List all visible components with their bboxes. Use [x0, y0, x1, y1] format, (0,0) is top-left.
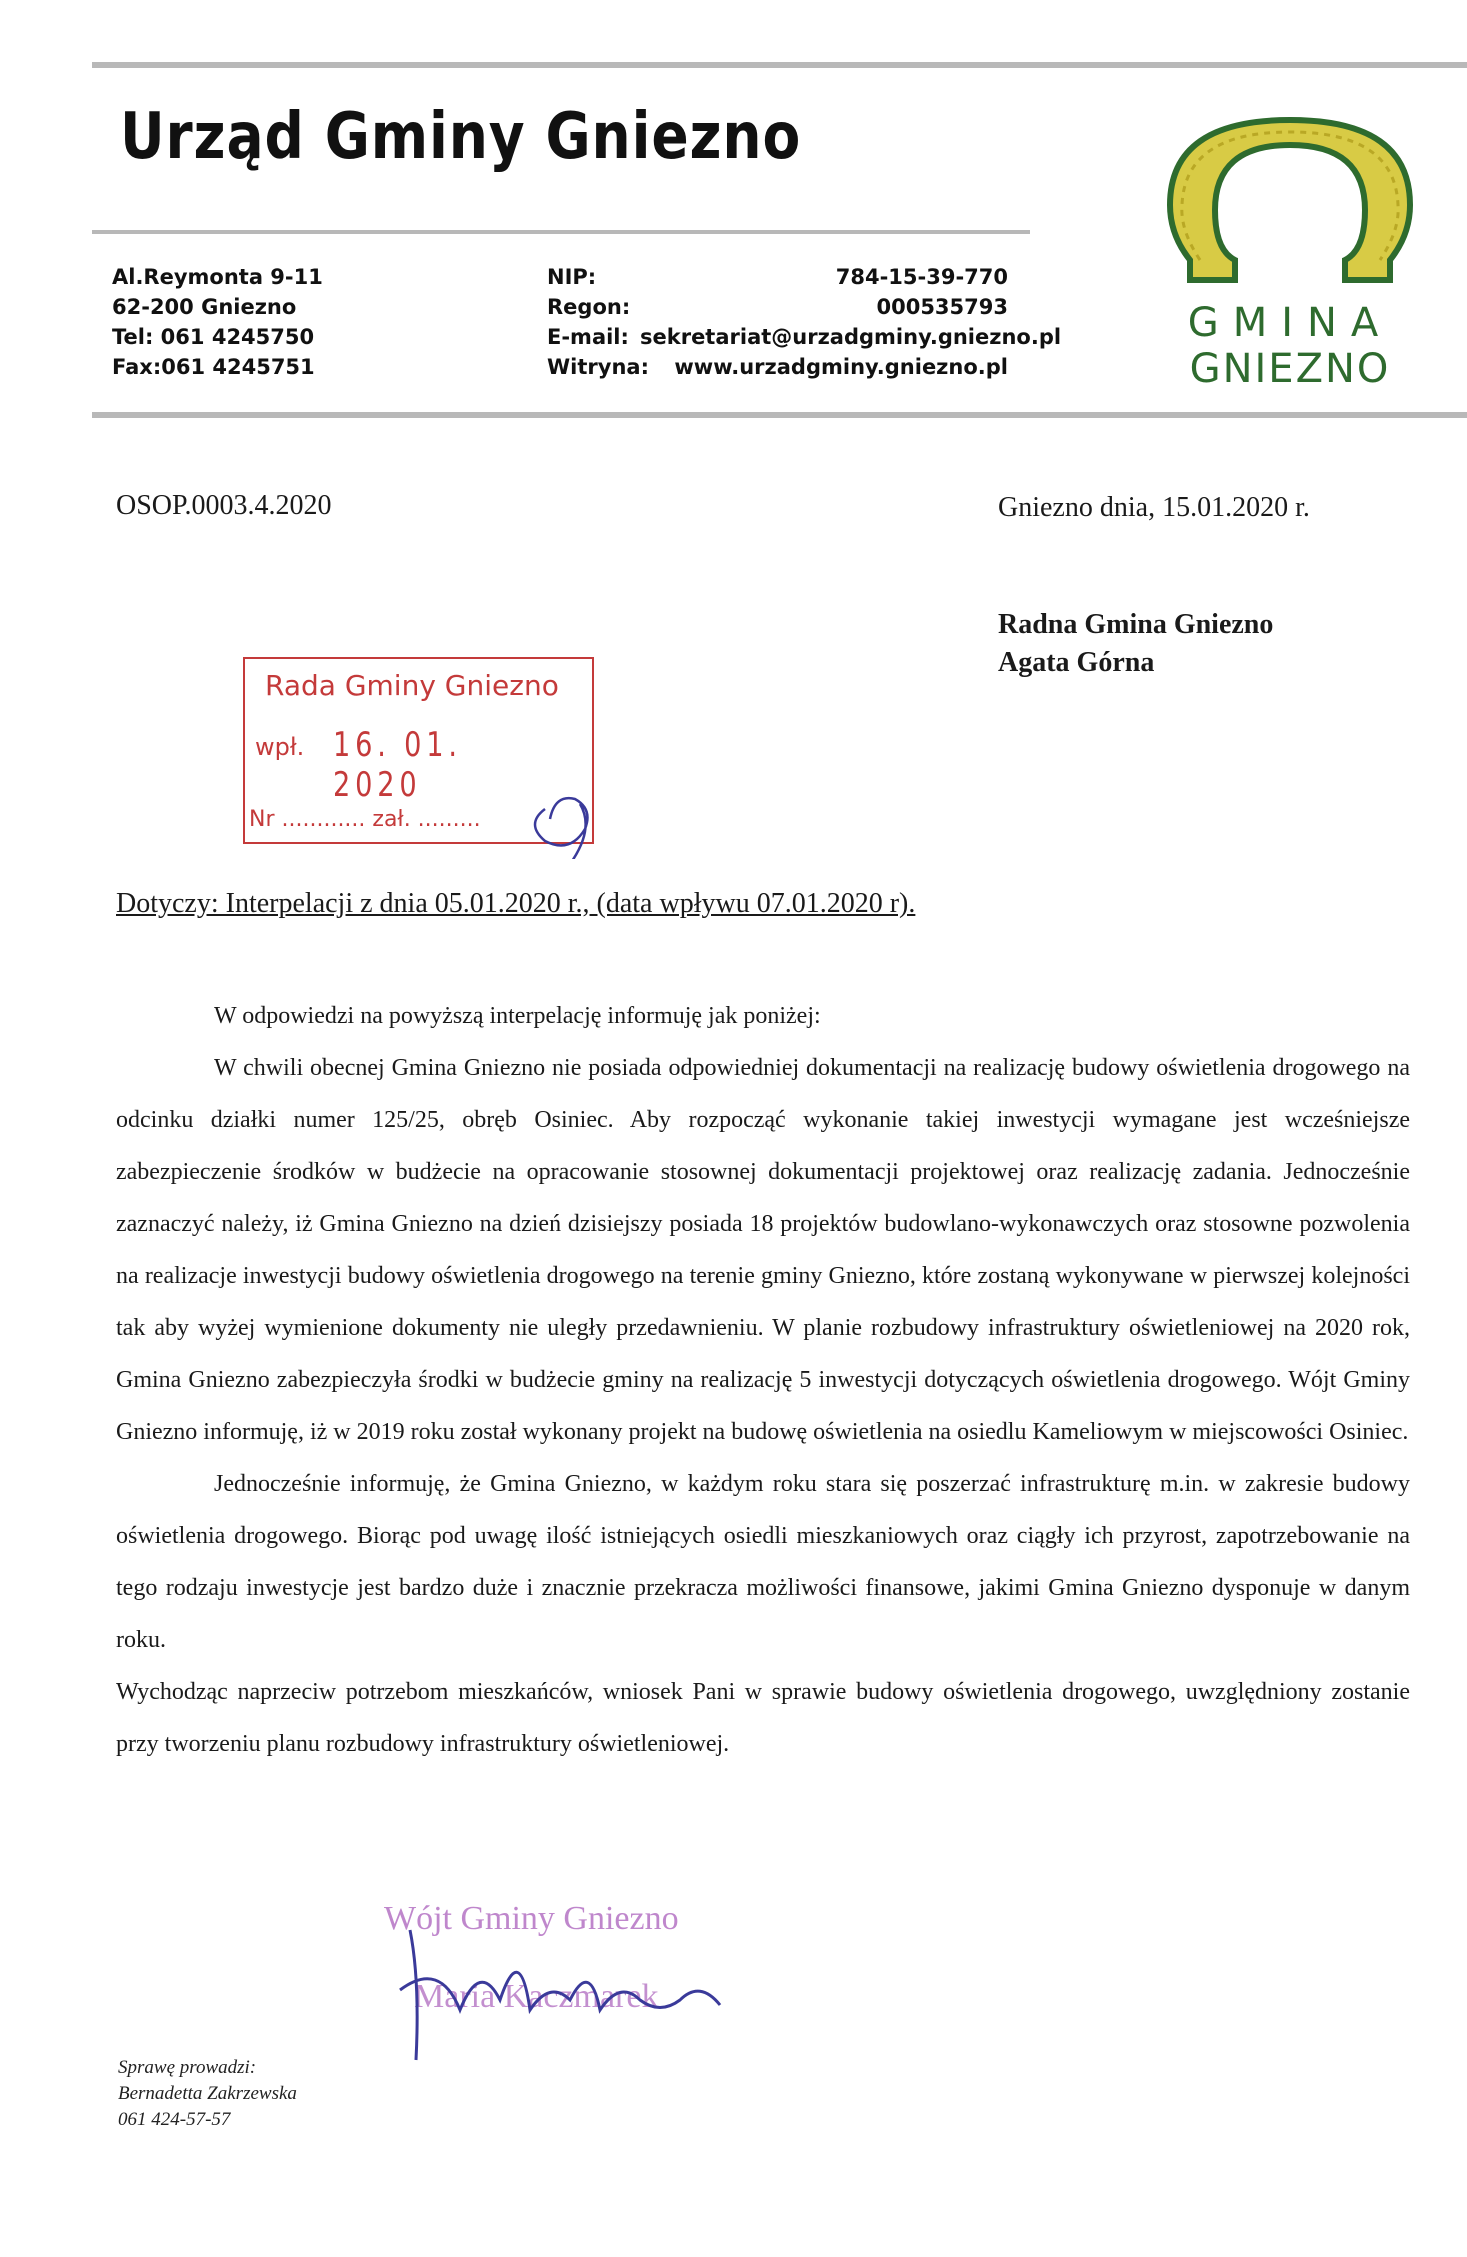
meta-label-regon: Regon:: [547, 295, 631, 319]
meta-value-website[interactable]: www.urzadgminy.gniezno.pl: [674, 355, 1008, 379]
received-stamp: [243, 657, 594, 844]
recipient-line-1: Radna Gmina Gniezno: [998, 609, 1274, 640]
meta-value-email[interactable]: sekretariat@urzadgminy.gniezno.pl: [640, 325, 1062, 349]
stamp-wpl-label: wpł.: [255, 733, 305, 761]
case-handler: [118, 2055, 297, 2133]
handwritten-signature-icon: [380, 1920, 740, 2070]
address-street: Al.Reymonta 9-11: [112, 265, 323, 289]
office-address: [112, 262, 323, 382]
office-meta-values: [640, 262, 1062, 382]
footer-line-3: 061 424-57-57: [118, 2109, 231, 2130]
meta-label-nip: NIP:: [547, 265, 597, 289]
stamp-date: 16. 01. 2020: [333, 725, 462, 805]
letter-body: [116, 990, 1410, 1770]
signature-stamp-title: Wójt Gminy Gniezno: [384, 1900, 679, 1937]
stamp-nr-line: Nr ............ zał. .........: [249, 807, 481, 832]
header-middle-rule: [92, 230, 1030, 234]
meta-value-nip: 784-15-39-770: [835, 265, 1008, 289]
office-meta-labels: [547, 262, 649, 382]
gmina-logo: [1160, 110, 1420, 400]
address-phone: Tel: 061 4245750: [112, 325, 315, 349]
address-fax: Fax:061 4245751: [112, 355, 315, 379]
office-title: Urząd Gminy Gniezno: [120, 100, 802, 174]
logo-word-gmina: GMINA: [1187, 300, 1393, 346]
body-paragraph-4: Wychodząc naprzeciw potrzebom mieszkańców, wniosek Pani w sprawie budowy oświetlenia drogowego, uwzględniony zostanie przy tworzeniu planu rozbudowy infrastruktury oświetleniowej.: [116, 1679, 1410, 1757]
recipient-line-2: Agata Górna: [998, 647, 1155, 678]
body-paragraph-3: Jednocześnie informuję, że Gmina Gniezno, w każdym roku stara się poszerzać infrastrukturę m.in. w zakresie budowy oświetlenia drogowego. Biorąc pod uwagę ilość istniejących osiedli mieszkaniowych oraz ciągły ich przyrost, zapotrzebowanie na tego rodzaju inwestycje jest bardzo duże i znacznie przekracza możliwości finansowe, jakimi Gmina Gniezno dysponuje w danym roku.: [116, 1471, 1410, 1653]
meta-label-website: Witryna:: [547, 355, 649, 379]
header-bottom-rule: [92, 412, 1467, 418]
meta-value-regon: 000535793: [876, 295, 1008, 319]
meta-label-email: E-mail:: [547, 325, 629, 349]
body-paragraph-2: W chwili obecnej Gmina Gniezno nie posiada odpowiedniej dokumentacji na realizację budowy oświetlenia drogowego na odcinku działki numer 125/25, obręb Osiniec. Aby rozpocząć wykonanie takiej inwestycji wymagane jest wcześniejsze zabezpieczenie środków w budżecie na opracowanie stosownej dokumentacji projektowej oraz realizację zadania. Jednocześnie zaznaczyć należy, iż Gmina Gniezno na dzień dzisiejszy posiada 18 projektów budowlano-wykonawczych oraz stosowne pozwolenia na realizacje inwestycji budowy oświetlenia drogowego na terenie gminy Gniezno, które zostaną wykonywane w pierwszej kolejności tak aby wyżej wymienione dokumenty nie uległy przedawnieniu. W planie rozbudowy infrastruktury oświetleniowej na 2020 rok, Gmina Gniezno zabezpieczyła środki w budżecie gminy na realizację 5 inwestycji dotyczących oświetlenia drogowego. Wójt Gminy Gniezno informuję, iż w 2019 roku został wykonany projekt na budowę oświetlenia na osiedlu Kameliowym w miejscowości Osiniec.: [116, 1055, 1410, 1445]
logo-word-gniezno: GNIEZNO: [1189, 346, 1391, 392]
stamp-title: Rada Gminy Gniezno: [265, 669, 559, 702]
stamp-initials-icon: [515, 769, 605, 859]
header-top-rule: [92, 62, 1467, 68]
document-reference: OSOP.0003.4.2020: [116, 490, 332, 521]
body-paragraph-1: W odpowiedzi na powyższą interpelację informuję jak poniżej:: [214, 1003, 821, 1029]
horseshoe-icon: [1160, 110, 1420, 300]
signature-stamp-name: Maria Kaczmarek: [414, 1978, 659, 2015]
letter-subject: Dotyczy: Interpelacji z dnia 05.01.2020 r., (data wpływu 07.01.2020 r).: [116, 888, 916, 919]
document-date: Gniezno dnia, 15.01.2020 r.: [998, 492, 1310, 523]
footer-line-1: Sprawę prowadzi:: [118, 2057, 257, 2078]
address-postal: 62-200 Gniezno: [112, 295, 297, 319]
recipient-block: [998, 606, 1273, 682]
footer-line-2: Bernadetta Zakrzewska: [118, 2083, 297, 2104]
